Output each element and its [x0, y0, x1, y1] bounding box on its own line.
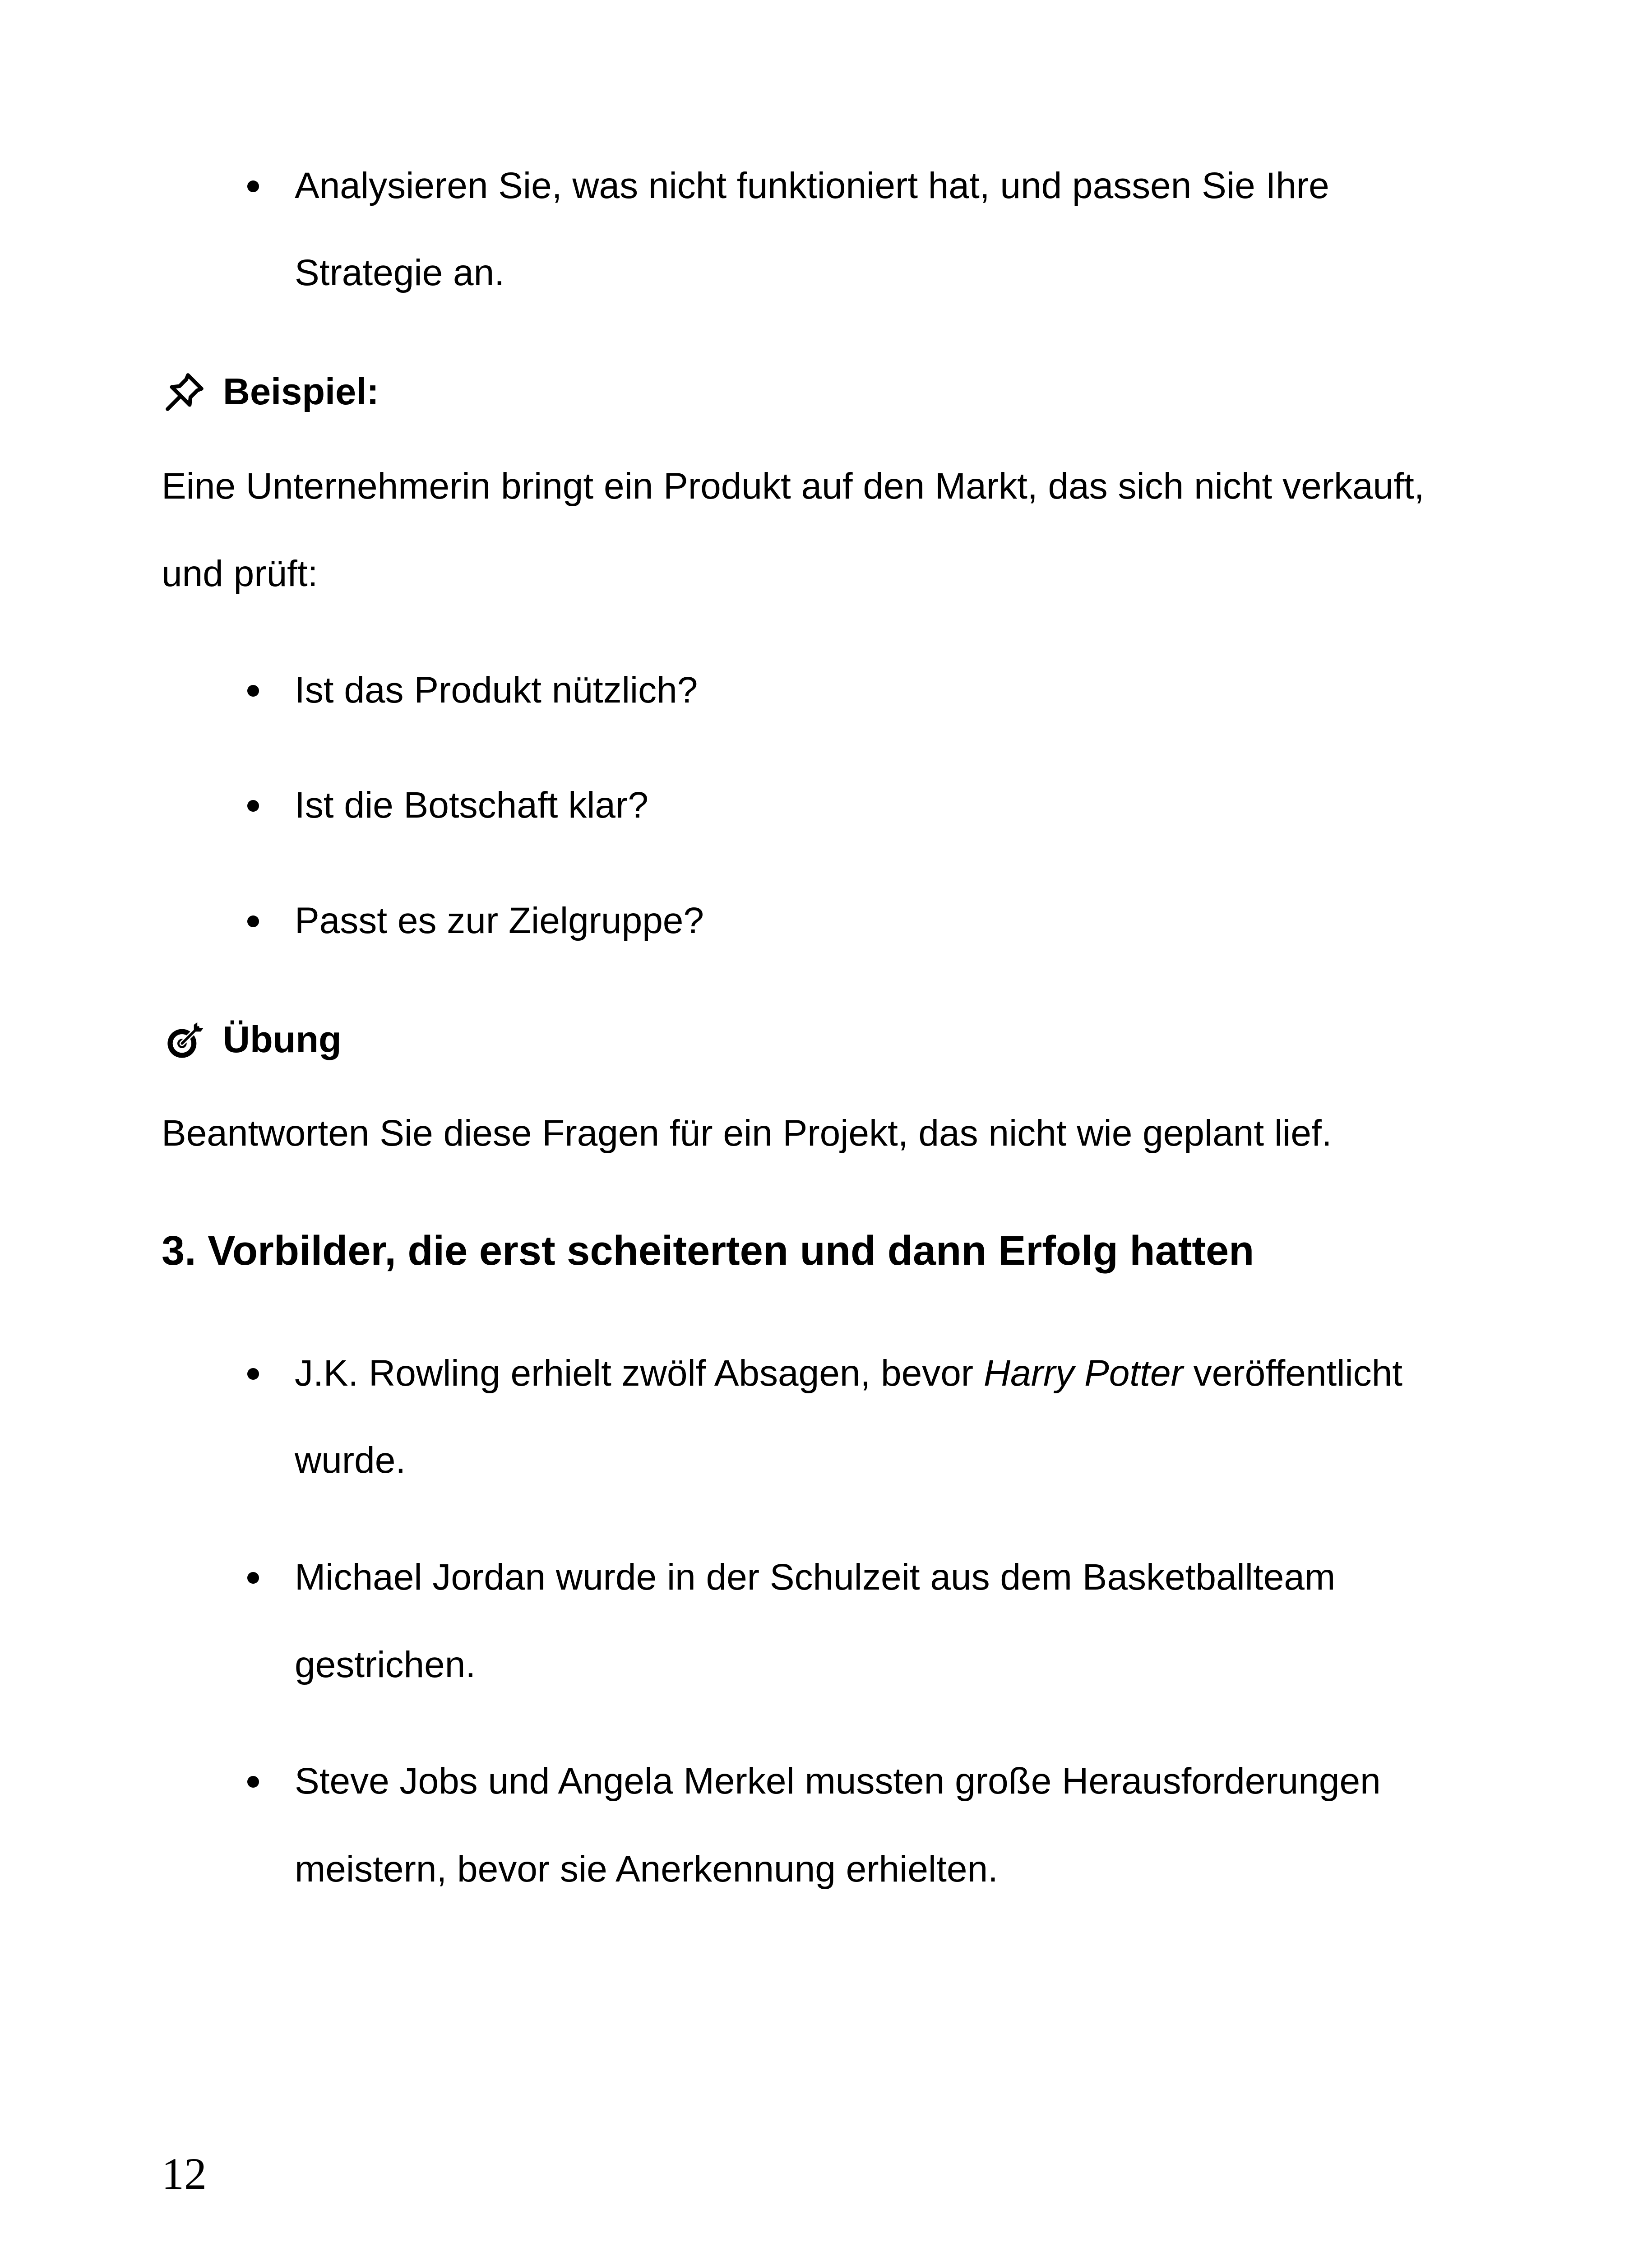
question-item: Passt es zur Zielgruppe?: [295, 900, 704, 941]
list-item-text: Michael Jordan wurde in der Schulzeit aus dem Basketballteam: [295, 1557, 1336, 1598]
list-item-text: [295, 1351, 1402, 1396]
list-item-text: Steve Jobs und Angela Merkel mussten große Herausforderungen: [295, 1761, 1381, 1802]
question-item: Ist das Produkt nützlich?: [295, 670, 698, 711]
bullet-dot: [247, 915, 259, 927]
example-paragraph-line1: Eine Unternehmerin bringt ein Produkt auf den Markt, das sich nicht verkauft,: [162, 466, 1425, 507]
list-item-text-part: J.K. Rowling erhielt zwölf Absagen, bevor: [295, 1353, 984, 1394]
question-item: Ist die Botschaft klar?: [295, 785, 648, 826]
example-paragraph-line2: und prüft:: [162, 553, 318, 594]
book-title: Harry Potter: [983, 1353, 1183, 1394]
example-label: Beispiel:: [223, 370, 379, 412]
bullet-dot: [247, 685, 259, 697]
bullet-dot: [247, 180, 259, 192]
page-number: 12: [162, 2149, 207, 2199]
target-icon: [163, 1020, 206, 1062]
exercise-text: Beantworten Sie diese Fragen für ein Projekt, das nicht wie geplant lief.: [162, 1113, 1332, 1154]
pushpin-icon: [163, 371, 206, 413]
list-item-text: Analysieren Sie, was nicht funktioniert hat, und passen Sie Ihre: [295, 165, 1329, 206]
list-item-text-continued: meistern, bevor sie Anerkennung erhielten.: [295, 1849, 998, 1890]
bullet-dot: [247, 800, 259, 812]
list-item-text-part: veröffentlicht: [1183, 1353, 1403, 1394]
bullet-dot: [247, 1776, 259, 1788]
list-item-text-continued: Strategie an.: [295, 252, 504, 293]
section-title: 3. Vorbilder, die erst scheiterten und dann Erfolg hatten: [162, 1228, 1254, 1274]
bullet-dot: [247, 1368, 259, 1380]
bullet-dot: [247, 1572, 259, 1584]
list-item-text-continued: wurde.: [295, 1440, 406, 1481]
exercise-label: Übung: [223, 1018, 342, 1060]
list-item-text-continued: gestrichen.: [295, 1644, 476, 1685]
